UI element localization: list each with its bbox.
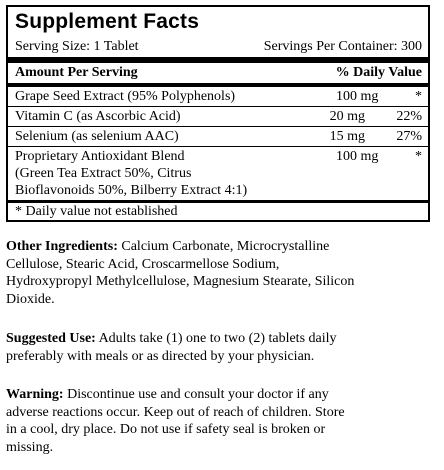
other-ingredients-text: Cellulose, Stearic Acid, Croscarmellose Sodium, [6, 256, 280, 272]
row-divider [8, 146, 428, 147]
footnote: * Daily value not established [15, 204, 178, 219]
header-amount-per-serving: Amount Per Serving [15, 65, 138, 80]
header-daily-value: % Daily Value [335, 65, 422, 80]
thick-divider-top [8, 57, 428, 63]
nutrient-daily-value: * [415, 149, 422, 164]
warning-text: in a cool, dry place. Do not use if safety seal is broken or [6, 422, 326, 437]
thick-divider-header [8, 83, 428, 87]
nutrient-daily-value: 22% [396, 109, 422, 124]
nutrient-name: Vitamin C (as Ascorbic Acid) [15, 109, 181, 124]
nutrient-amount: 100 mg [336, 149, 379, 164]
suggested-use [6, 330, 434, 365]
nutrient-daily-value: 27% [396, 129, 422, 144]
serving-size: Serving Size: 1 Tablet [15, 39, 139, 54]
nutrient-amount: 100 mg [336, 89, 379, 104]
nutrient-daily-value: * [415, 89, 422, 104]
suggested-use-label: Suggested Use: [6, 331, 96, 346]
nutrient-name: Proprietary Antioxidant Blend [15, 149, 185, 164]
servings-per-container: Servings Per Container: 300 [263, 39, 422, 54]
other-ingredients [6, 238, 434, 308]
thick-divider-bottom [8, 200, 428, 203]
warning-label: Warning: [6, 387, 64, 402]
nutrient-name: Grape Seed Extract (95% Polyphenols) [15, 89, 236, 104]
other-ingredients-text: Calcium Carbonate, Microcrystalline [117, 239, 330, 254]
supplement-facts-panel [6, 5, 430, 222]
suggested-use-text: Adults take (1) one to two (2) tablets daily [95, 331, 337, 346]
facts-title: Supplement Facts [15, 10, 200, 33]
warning-text: adverse reactions occur. Keep out of reach of children. Store [6, 404, 345, 420]
warning-text: missing. [6, 439, 54, 455]
warning-text: Discontinue use and consult your doctor if any [63, 387, 329, 402]
row-divider [8, 126, 428, 127]
warning [6, 386, 434, 456]
nutrient-name: Selenium (as selenium AAC) [15, 129, 179, 144]
nutrient-amount: 15 mg [329, 129, 365, 144]
other-ingredients-text: Hydroxypropyl Methylcellulose, Magnesium Stearate, Silicon [6, 274, 355, 289]
nutrient-name-continued: (Green Tea Extract 50%, Citrus [15, 166, 192, 181]
suggested-use-text: preferably with meals or as directed by your physician. [6, 348, 315, 364]
row-divider [8, 106, 428, 107]
other-ingredients-label: Other Ingredients: [6, 239, 118, 254]
nutrient-amount: 20 mg [329, 109, 365, 124]
nutrient-name-continued: Bioflavonoids 50%, Bilberry Extract 4:1) [15, 183, 248, 198]
other-ingredients-text: Dioxide. [6, 291, 55, 307]
